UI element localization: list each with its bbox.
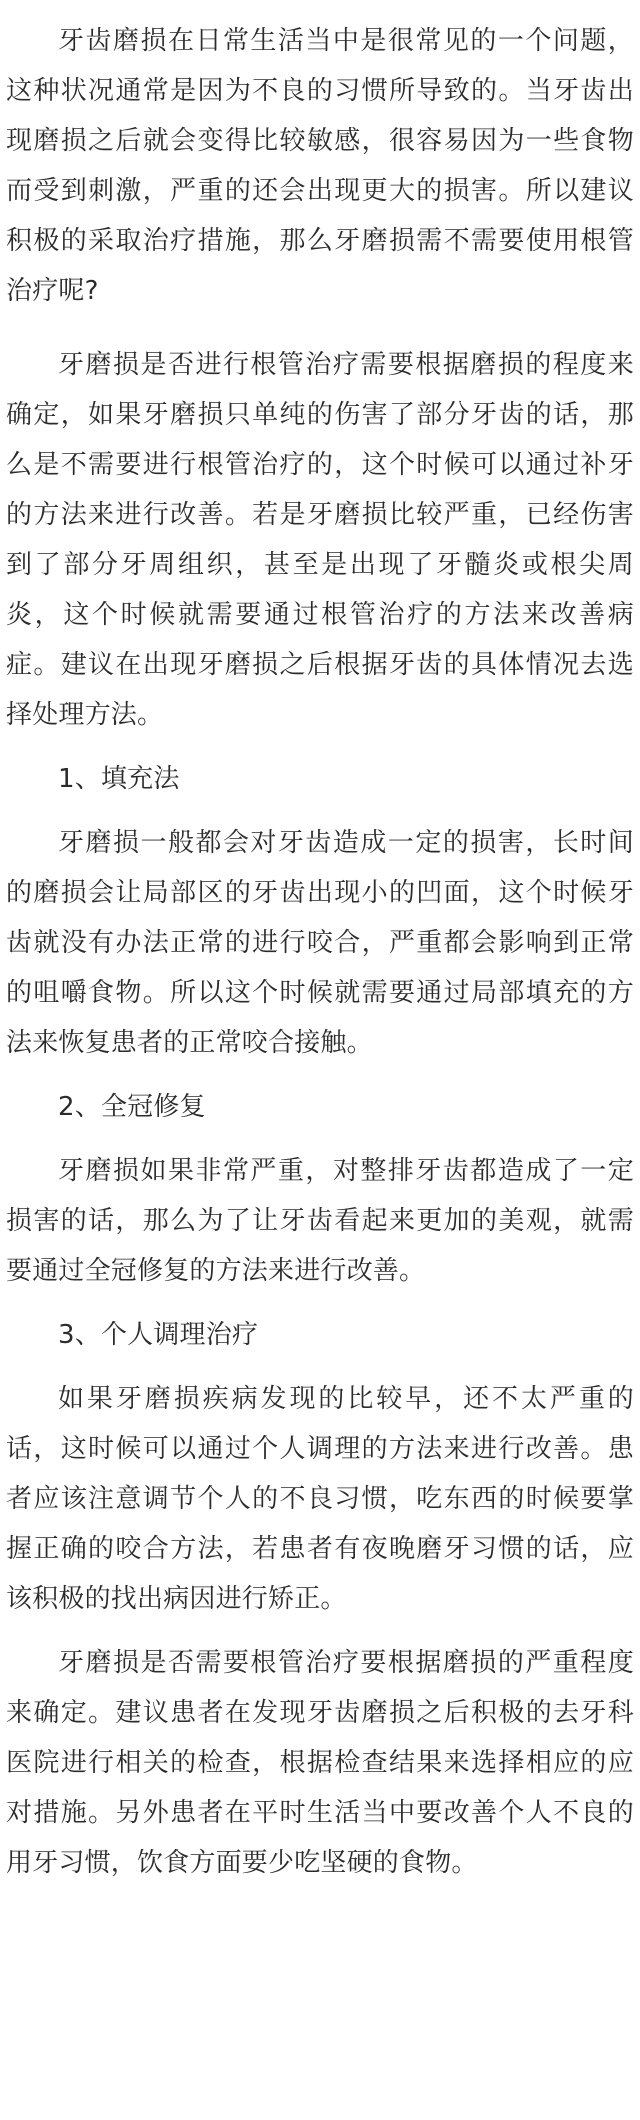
paragraph-spacer	[6, 1132, 634, 1146]
paragraph-spacer	[6, 1068, 634, 1082]
full-crown-paragraph: 牙磨损如果非常严重，对整排牙齿都造成了一定损害的话，那么为了让牙齿看起来更加的美观，就需要通过全冠修复的方法来进行改善。	[6, 1156, 634, 1286]
paragraph-spacer	[6, 740, 634, 754]
self-care-paragraph: 如果牙磨损疾病发现的比较早，还不太严重的话，这时候可以通过个人调理的方法来进行改善。患者应该注意调节个人的不良习惯，吃东西的时候要掌握正确的咬合方法，若患者有夜晚磨牙习惯的话，应该积极的找出病因进行矫正。	[6, 1384, 634, 1614]
paragraph-spacer	[6, 1624, 634, 1638]
conclusion-paragraph: 牙磨损是否需要根管治疗要根据磨损的严重程度来确定。建议患者在发现牙齿磨损之后积极的去牙科医院进行相关的检查，根据检查结果来选择相应的应对措施。另外患者在平时生活当中要改善个人不良的用牙习惯，饮食方面要少吃坚硬的食物。	[6, 1648, 634, 1878]
paragraph-spacer	[6, 316, 634, 340]
paragraph-spacer	[6, 1360, 634, 1374]
root-canal-criteria-paragraph: 牙磨损是否进行根管治疗需要根据磨损的程度来确定，如果牙磨损只单纯的伤害了部分牙齿的话，那么是不需要进行根管治疗的，这个时候可以通过补牙的方法来进行改善。若是牙磨损比较严重，已经伤害到了部分牙周组织，甚至是出现了牙髓炎或根尖周炎，这个时候就需要通过根管治疗的方法来改善病症。建议在出现牙磨损之后根据牙齿的具体情况去选择处理方法。	[6, 350, 634, 730]
paragraph-spacer	[6, 1296, 634, 1310]
section-heading-self-care: 3、个人调理治疗	[58, 1320, 259, 1350]
section-heading-filling: 1、填充法	[58, 764, 180, 794]
article-body	[0, 16, 640, 1888]
intro-paragraph: 牙齿磨损在日常生活当中是很常见的一个问题，这种状况通常是因为不良的习惯所导致的。当牙齿出现磨损之后就会变得比较敏感，很容易因为一些食物而受到刺激，严重的还会出现更大的损害。所以建议积极的采取治疗措施，那么牙磨损需不需要使用根管治疗呢?	[6, 26, 634, 306]
section-heading-full-crown: 2、全冠修复	[58, 1092, 206, 1122]
paragraph-spacer	[6, 804, 634, 818]
filling-method-paragraph: 牙磨损一般都会对牙齿造成一定的损害，长时间的磨损会让局部区的牙齿出现小的凹面，这个时候牙齿就没有办法正常的进行咬合，严重都会影响到正常的咀嚼食物。所以这个时候就需要通过局部填充的方法来恢复患者的正常咬合接触。	[6, 828, 634, 1058]
